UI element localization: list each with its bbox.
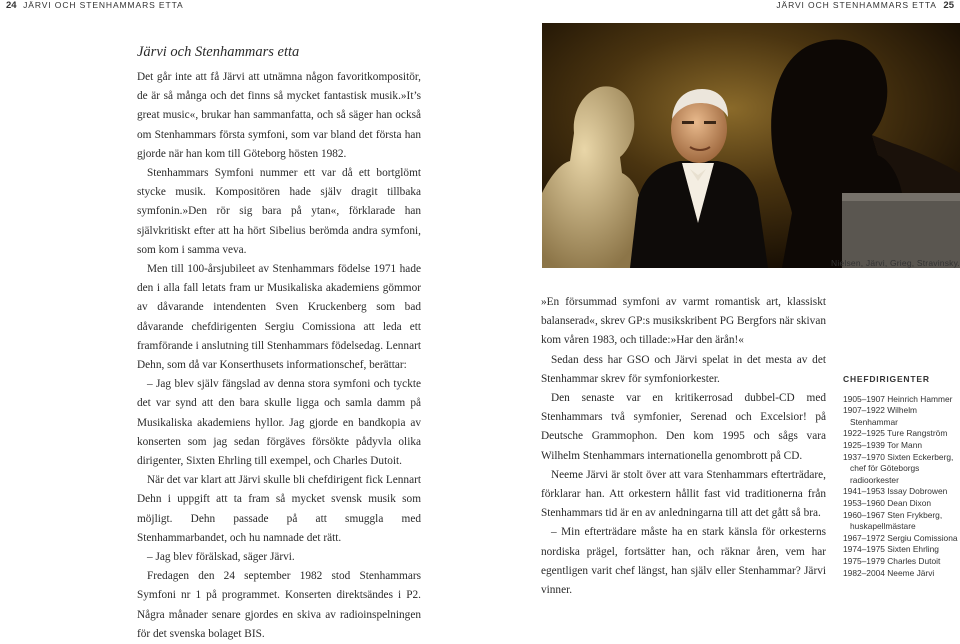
photo-caption: Nielsen, Järvi, Grieg, Stravinsky.	[831, 258, 960, 268]
paragraph: Stenhammars Symfoni nummer ett var då ett bortglömt stycke musik. Kompositören hade själv dragit tillbaka symfonin.»Den rör sig bara på ytan«, förklarade han självkritiskt efter att ha hört Sibelius berömda andra symfoni, som kom i samma veva.	[137, 167, 421, 256]
paragraph: Neeme Järvi är stolt över att vara Stenhammars efterträdare, förklarar han. Att orkestern hållit fast vid traditionerna från Stenhammars tid är en av anledningarna till att det gått så bra.	[541, 468, 826, 520]
paragraph: Fredagen den 24 september 1982 stod Stenhammars Symfoni nr 1 på programmet. Konserten direktsändes i P2. Några månader senare gjordes en skiva av radioinspelningen för det svenska bolaget BIS.	[137, 570, 421, 640]
sidebar-entry: 1953–1960 Dean Dixon	[843, 497, 932, 508]
paragraph: Den senaste var en kritikerrosad dubbel-CD med Stenhammars två symfonier, Serenad och Excelsior! på Deutsche Grammophon. Den kom 1995 och sågs vara Wilhelm Stenhammars internationella genombrott på CD.	[541, 392, 826, 462]
sidebar-entry: 1975–1979 Charles Dutoit	[843, 555, 941, 566]
conductor-photo	[542, 23, 960, 268]
sidebar-entry: 1974–1975 Sixten Ehrling	[843, 544, 939, 555]
sidebar-entry: 1905–1907 Heinrich Hammer	[843, 393, 953, 404]
paragraph: Sedan dess har GSO och Järvi spelat in det mesta av det Stenhammar skrev för symfoniorkester.	[541, 353, 826, 385]
paragraph: Det går inte att få Järvi att utnämna någon favoritkompositör, de är så många och det finns så mycket fantastisk musik.»It’s great music«, brukar han sammanfatta, och så säger han också om Stenhammars första symfoni, som var bland det första han gjorde när han kom till Göteborg hösten 1982.	[137, 71, 421, 160]
paragraph: Men till 100-årsjubileet av Stenhammars födelse 1971 hade den i alla fall letats fram ur Musikaliska akademiens gömmor av dåvarande intendenten Sven Kruckenberg som bad dåvarande chefdirigenten Sergiu Comissiona att leda ett framförande i anslutning till Stenhammars födelsedag. Lennart Dehn, som då var Konserthusets informationschef, berättar:	[137, 263, 421, 372]
page-number-left: 24	[6, 0, 17, 11]
sidebar-entry: 1982–2004 Neeme Järvi	[843, 567, 935, 578]
running-title-right: JÄRVI OCH STENHAMMARS ETTA	[776, 0, 937, 10]
article-title: Järvi och Stenhammars etta	[137, 44, 300, 60]
paragraph: – Jag blev förälskad, säger Järvi.	[147, 551, 295, 564]
sidebar-entry: 1967–1972 Sergiu Comissiona	[843, 532, 958, 543]
running-header-left	[6, 0, 184, 11]
running-header-right	[776, 0, 954, 11]
paragraph: När det var klart att Järvi skulle bli chefdirigent fick Lennart Dehn i uppgift att ta fram så mycket svensk musik som möjligt. Dehn passade på att smuggla med Stenhammarbandet, och hu namnade det rätt.	[137, 474, 421, 544]
paragraph: – Jag blev själv fängslad av denna stora symfoni och tyckte det var synd att den bara skulle ligga och samla damm på Musikaliska akademiens hyllor. Jag gjorde en bandkopia av konserten som jag sedan förgäves försökte pådyvla olika dirigenter, Sixten Ehrling till exempel, och Charles Dutoit.	[137, 378, 421, 468]
paragraph: »En försummad symfoni av varmt romantisk art, klassiskt balanserad«, skrev GP:s musikskribent PG Bergfors när skivan kom våren 1983, och tillade:»Har den ärån!«	[541, 296, 826, 347]
article-left-column	[137, 42, 421, 644]
sidebar-entry: 1941–1953 Issay Dobrowen	[843, 486, 948, 497]
sidebar-entry: 1922–1925 Ture Rangström	[843, 428, 948, 439]
sidebar-entry: 1907–1922 Wilhelm Stenhammar	[843, 405, 918, 427]
article-middle-column	[541, 293, 826, 600]
sidebar-entry: 1925–1939 Tor Mann	[843, 439, 923, 450]
page-number-right: 25	[943, 0, 954, 11]
sidebar-entry: 1937–1970 Sixten Eckerberg, chef för Göteborgs radioorkester	[843, 451, 954, 485]
conductor-photo-illustration	[542, 23, 960, 268]
sidebar-entry: 1960–1967 Sten Frykberg, huskapellmästare	[843, 509, 943, 532]
running-title-left: JÄRVI OCH STENHAMMARS ETTA	[23, 0, 184, 10]
chief-conductors-sidebar	[843, 374, 960, 579]
paragraph: – Min efterträdare måste ha en stark känsla för orkesterns nordiska prägel, fortsätter han, och räknar åren, vem har egentligen varit chef längst, han själv eller Stenhammar? Järvi vinner.	[541, 526, 826, 597]
sidebar-heading: CHEFDIRIGENTER	[843, 374, 930, 384]
